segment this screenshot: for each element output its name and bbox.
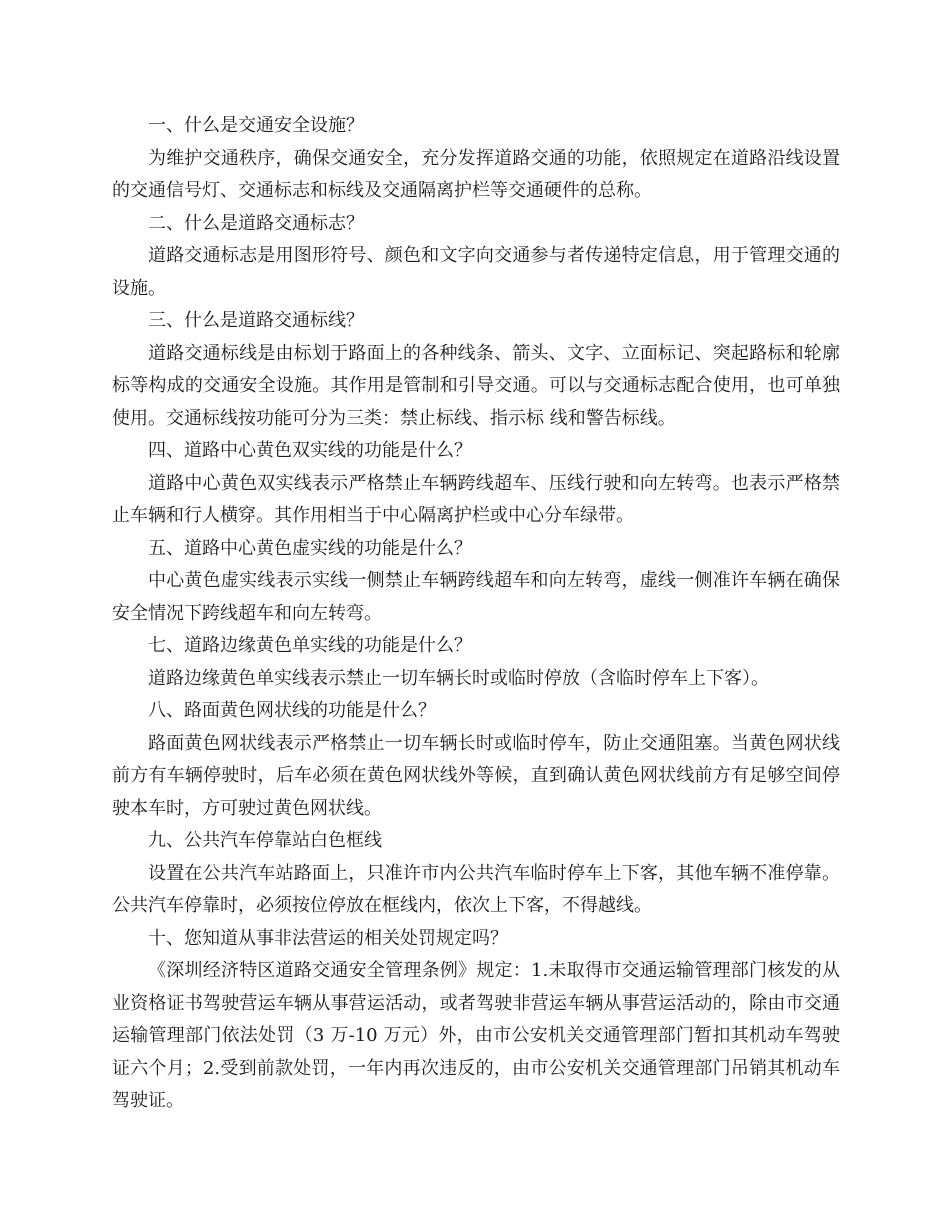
answer-paragraph-2: 道路交通标志是用图形符号、颜色和文字向交通参与者传递特定信息，用于管理交通的设施。: [112, 245, 840, 299]
question-heading-3: 三、什么是道路交通标线？: [148, 310, 364, 331]
question-heading-2: 二、什么是道路交通标志？: [148, 212, 364, 234]
question-heading-9: 九、公共汽车停靠站白色框线: [148, 830, 382, 851]
answer-paragraph-3: 道路交通标线是由标划于路面上的各种线条、箭头、文字、立面标记、突起路标和轮廓标等构成的交通安全设施。其作用是管制和引导交通。可以与交通标志配合使用，也可单独使用。交通标线按功能可分为三类：禁止标线、指示标 线和警告标线。: [112, 342, 840, 429]
question-heading-7: 七、道路边缘黄色单实线的功能是什么？: [148, 635, 472, 656]
answer-paragraph-9: 设置在公共汽车站路面上，只准许市内公共汽车临时停车上下客，其他车辆不准停靠。公共汽车停靠时，必须按位停放在框线内，依次上下客，不得越线。: [112, 862, 840, 916]
answer-paragraph-10: 《深圳经济特区道路交通安全管理条例》规定：1.未取得市交通运输管理部门核发的从业资格证书驾驶营运车辆从事营运活动，或者驾驶非营运车辆从事营运活动的，除由市交通运输管理部门依法处罚（3 万-10 万元）外，由市公安机关交通管理部门暂扣其机动车驾驶证六个月；2.受到前款处罚，一年内再次违反的，由市公安机关交通管理部门吊销其机动车驾驶证。: [112, 960, 840, 1111]
question-heading-8: 八、路面黄色网状线的功能是什么？: [148, 700, 436, 721]
answer-paragraph-7: 道路边缘黄色单实线表示禁止一切车辆长时或临时停放（含临时停车上下客）。: [148, 667, 769, 689]
answer-paragraph-8: 路面黄色网状线表示严格禁止一切车辆长时或临时停车，防止交通阻塞。当黄色网状线前方有车辆停驶时，后车必须在黄色网状线外等候，直到确认黄色网状线前方有足够空间停驶本车时，方可驶过黄色网状线。: [112, 732, 840, 819]
question-heading-10: 十、您知道从事非法营运的相关处罚规定吗？: [148, 927, 508, 949]
question-heading-4: 四、道路中心黄色双实线的功能是什么？: [148, 440, 472, 461]
answer-paragraph-5: 中心黄色虚实线表示实线一侧禁止车辆跨线超车和向左转弯，虚线一侧准许车辆在确保安全情况下跨线超车和向左转弯。: [112, 570, 840, 624]
question-heading-1: 一、什么是交通安全设施？: [148, 115, 364, 136]
answer-paragraph-4: 道路中心黄色双实线表示严格禁止车辆跨线超车、压线行驶和向左转弯。也表示严格禁止车辆和行人横穿。其作用相当于中心隔离护栏或中心分车绿带。: [112, 472, 840, 526]
document-body: [112, 110, 840, 1118]
question-heading-5: 五、道路中心黄色虚实线的功能是什么？: [148, 537, 472, 559]
answer-paragraph-1: 为维护交通秩序，确保交通安全，充分发挥道路交通的功能，依照规定在道路沿线设置的交通信号灯、交通标志和标线及交通隔离护栏等交通硬件的总称。: [112, 147, 840, 201]
